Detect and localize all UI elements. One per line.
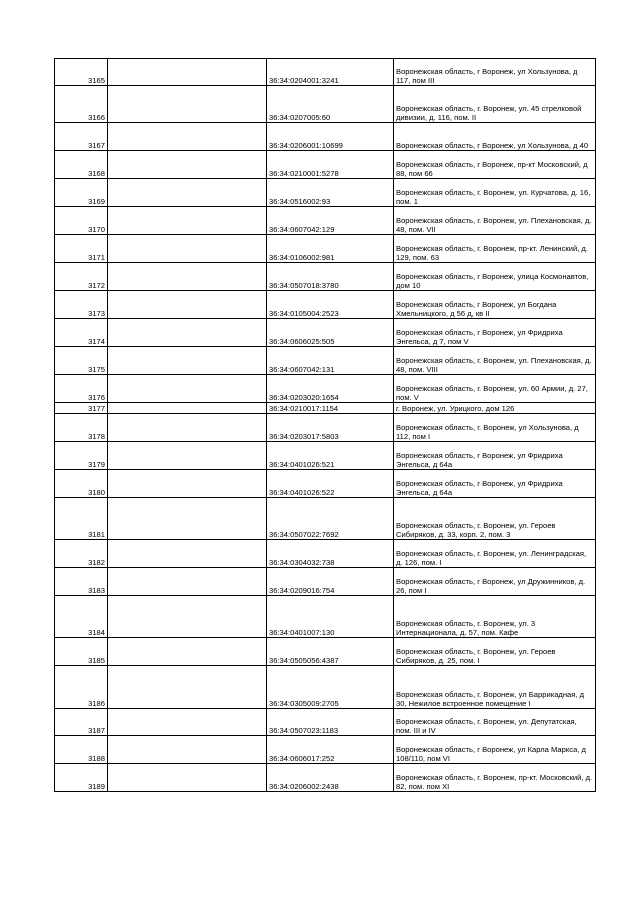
- address: Воронежская область, г. Воронеж, ул Баррикадная, д 30, Нежилое встроенное помещение I: [394, 666, 596, 709]
- cadastral-number: 36:34:0607042:131: [267, 347, 394, 375]
- row-number: 3166: [55, 86, 108, 123]
- table-row: [55, 291, 596, 319]
- row-number: 3169: [55, 179, 108, 207]
- empty-cell: [108, 638, 267, 666]
- row-number: 3184: [55, 596, 108, 638]
- table-row: [55, 151, 596, 179]
- row-number: 3179: [55, 442, 108, 470]
- table-row: [55, 235, 596, 263]
- address: Воронежская область, г. Воронеж, ул. Плехановская, д. 48, пом. VII: [394, 207, 596, 235]
- cadastral-number: 36:34:0106002:981: [267, 235, 394, 263]
- row-number: 3181: [55, 498, 108, 540]
- cadastral-number: 36:34:0207005:60: [267, 86, 394, 123]
- cadastral-number: 36:34:0203017:5803: [267, 414, 394, 442]
- empty-cell: [108, 442, 267, 470]
- cadastral-number: 36:34:0507018:3780: [267, 263, 394, 291]
- address: Воронежская область, г Воронеж, ул Хользунова, д 40: [394, 123, 596, 151]
- address: Воронежская область, г. Воронеж, ул. 3 Интернационала, д. 57, пом. Кафе: [394, 596, 596, 638]
- address: Воронежская область, г. Воронеж, пр-кт. Московский, д. 82, пом. пом XI: [394, 764, 596, 792]
- empty-cell: [108, 470, 267, 498]
- cadastral-number: 36:34:0505056:4387: [267, 638, 394, 666]
- address: Воронежская область, г. Воронеж, ул. Депутатская, пом. III и IV: [394, 709, 596, 736]
- address: Воронежская область, г Воронеж, ул Фридриха Энгельса, д 64а: [394, 470, 596, 498]
- empty-cell: [108, 375, 267, 403]
- row-number: 3189: [55, 764, 108, 792]
- address: Воронежская область, г Воронеж, ул Фридриха Энгельса, д 64а: [394, 442, 596, 470]
- address: Воронежская область, г. Воронеж, ул. Героев Сибиряков, д. 33, корп. 2, пом. 3: [394, 498, 596, 540]
- table-row: [55, 540, 596, 568]
- table-row: [55, 263, 596, 291]
- table-row: [55, 709, 596, 736]
- row-number: 3185: [55, 638, 108, 666]
- row-number: 3173: [55, 291, 108, 319]
- address: Воронежская область, г Воронеж, ул Богдана Хмельницкого, д 56 д, кв II: [394, 291, 596, 319]
- empty-cell: [108, 736, 267, 764]
- empty-cell: [108, 414, 267, 442]
- empty-cell: [108, 403, 267, 414]
- address: Воронежская область, г Воронеж, ул Хользунова, д 117, пом III: [394, 59, 596, 86]
- table-row: [55, 568, 596, 596]
- row-number: 3177: [55, 403, 108, 414]
- table-row: [55, 638, 596, 666]
- cadastral-number: 36:34:0105004:2523: [267, 291, 394, 319]
- empty-cell: [108, 86, 267, 123]
- address: Воронежская область, г. Воронеж, ул. 45 стрелковой дивизии, д. 116, пом. II: [394, 86, 596, 123]
- table-row: [55, 403, 596, 414]
- address: Воронежская область, г. Воронеж, ул. 60 Армии, д. 27, пом. V: [394, 375, 596, 403]
- row-number: 3180: [55, 470, 108, 498]
- table-row: [55, 207, 596, 235]
- empty-cell: [108, 291, 267, 319]
- table-row: [55, 319, 596, 347]
- address: Воронежская область, г Воронеж, улица Космонавтов, дом 10: [394, 263, 596, 291]
- table-row: [55, 666, 596, 709]
- cadastral-number: 36:34:0606017:252: [267, 736, 394, 764]
- row-number: 3178: [55, 414, 108, 442]
- cadastral-number: 36:34:0401026:521: [267, 442, 394, 470]
- row-number: 3167: [55, 123, 108, 151]
- registry-body: [55, 59, 596, 792]
- table-row: [55, 347, 596, 375]
- cadastral-number: 36:34:0210001:5278: [267, 151, 394, 179]
- table-row: [55, 86, 596, 123]
- empty-cell: [108, 709, 267, 736]
- cadastral-number: 36:34:0606025:505: [267, 319, 394, 347]
- table-row: [55, 442, 596, 470]
- cadastral-number: 36:34:0210017:1154: [267, 403, 394, 414]
- table-row: [55, 123, 596, 151]
- empty-cell: [108, 568, 267, 596]
- empty-cell: [108, 235, 267, 263]
- address: Воронежская область, г. Воронеж, ул. Ленинградская, д. 126, пом. I: [394, 540, 596, 568]
- empty-cell: [108, 347, 267, 375]
- address: г. Воронеж, ул. Урицкого, дом 126: [394, 403, 596, 414]
- cadastral-number: 36:34:0516002:93: [267, 179, 394, 207]
- row-number: 3165: [55, 59, 108, 86]
- empty-cell: [108, 764, 267, 792]
- table-row: [55, 179, 596, 207]
- registry-table: [54, 58, 596, 792]
- cadastral-number: 36:34:0401007:130: [267, 596, 394, 638]
- row-number: 3172: [55, 263, 108, 291]
- row-number: 3183: [55, 568, 108, 596]
- cadastral-number: 36:34:0507022:7692: [267, 498, 394, 540]
- address: Воронежская область, г Воронеж, ул Фридриха Энгельса, д 7, пом V: [394, 319, 596, 347]
- cadastral-number: 36:34:0204001:3241: [267, 59, 394, 86]
- cadastral-number: 36:34:0209016:754: [267, 568, 394, 596]
- row-number: 3188: [55, 736, 108, 764]
- address: Воронежская область, г. Воронеж, пр-кт. Ленинский, д. 129, пом. 63: [394, 235, 596, 263]
- address: Воронежская область, г. Воронеж, ул. Героев Сибиряков, д. 25, пом. I: [394, 638, 596, 666]
- row-number: 3174: [55, 319, 108, 347]
- empty-cell: [108, 179, 267, 207]
- cadastral-number: 36:34:0507023:1183: [267, 709, 394, 736]
- empty-cell: [108, 319, 267, 347]
- table-row: [55, 498, 596, 540]
- empty-cell: [108, 59, 267, 86]
- row-number: 3182: [55, 540, 108, 568]
- cadastral-number: 36:34:0203020:1654: [267, 375, 394, 403]
- row-number: 3186: [55, 666, 108, 709]
- empty-cell: [108, 498, 267, 540]
- cadastral-number: 36:34:0305009:2705: [267, 666, 394, 709]
- cadastral-number: 36:34:0401026:522: [267, 470, 394, 498]
- row-number: 3176: [55, 375, 108, 403]
- address: Воронежская область, г. Воронеж, ул. Плехановская, д. 48, пом. VIII: [394, 347, 596, 375]
- cadastral-number: 36:34:0607042:129: [267, 207, 394, 235]
- table-row: [55, 59, 596, 86]
- table-row: [55, 596, 596, 638]
- cadastral-number: 36:34:0206002:2438: [267, 764, 394, 792]
- row-number: 3171: [55, 235, 108, 263]
- address: Воронежская область, г. Воронеж, ул. Курчатова, д. 16, пом. 1: [394, 179, 596, 207]
- row-number: 3170: [55, 207, 108, 235]
- empty-cell: [108, 151, 267, 179]
- table-row: [55, 736, 596, 764]
- row-number: 3175: [55, 347, 108, 375]
- cadastral-number: 36:34:0304032:738: [267, 540, 394, 568]
- empty-cell: [108, 263, 267, 291]
- row-number: 3168: [55, 151, 108, 179]
- empty-cell: [108, 123, 267, 151]
- row-number: 3187: [55, 709, 108, 736]
- table-row: [55, 470, 596, 498]
- empty-cell: [108, 540, 267, 568]
- cadastral-number: 36:34:0206001:10699: [267, 123, 394, 151]
- address: Воронежская область, г Воронеж, ул Карла Маркса, д 108/110, пом VI: [394, 736, 596, 764]
- empty-cell: [108, 666, 267, 709]
- table-row: [55, 764, 596, 792]
- address: Воронежская область, г. Воронеж, ул Хользунова, д 112, пом I: [394, 414, 596, 442]
- table-row: [55, 414, 596, 442]
- empty-cell: [108, 207, 267, 235]
- empty-cell: [108, 596, 267, 638]
- table-row: [55, 375, 596, 403]
- address: Воронежская область, г Воронеж, пр-кт Московский, д 88, пом 66: [394, 151, 596, 179]
- address: Воронежская область, г Воронеж, ул Дружинников, д. 26, пом I: [394, 568, 596, 596]
